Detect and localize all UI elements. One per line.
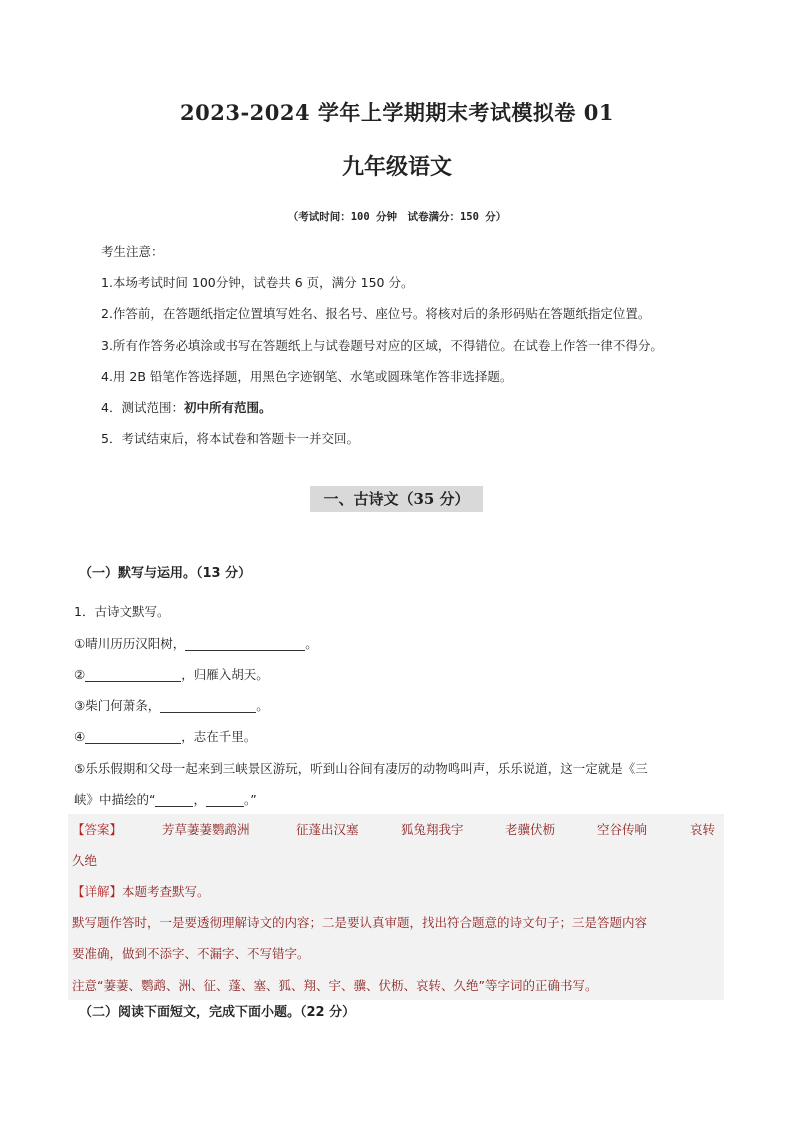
detail-line bbox=[72, 882, 210, 900]
part-one-title: （一）默写与运用。（13 分） bbox=[79, 566, 252, 581]
exam-title: 2023-2024 学年上学期期末考试模拟卷 01 bbox=[180, 100, 614, 125]
notice-item: 5．考试结束后，将本试卷和答题卡一并交回。 bbox=[101, 431, 359, 447]
answer-line bbox=[72, 820, 722, 838]
item-text: ①晴川历历汉阳树， bbox=[74, 636, 186, 651]
notice-item: 3.所有作答务必填涂或书写在答题纸上与试卷题号对应的区域，不得错位。在试卷上作答一律不得分。 bbox=[101, 337, 663, 353]
notice-item-scope bbox=[101, 392, 741, 423]
item-end: 。 bbox=[305, 636, 318, 651]
recitation-item-1 bbox=[74, 634, 724, 652]
item-text: ③柴门何萧条， bbox=[74, 698, 161, 713]
explain-note: 注意“萋萋、鹦鹉、洲、征、蓬、塞、狐、翔、宇、骥、伏枥、哀转、久绝”等字词的正确书写。 bbox=[72, 978, 598, 993]
answer-blank[interactable] bbox=[85, 667, 181, 682]
part-two-title: （二）阅读下面短文，完成下面小题。（22 分） bbox=[79, 1005, 356, 1020]
item-text: ，归雁入胡天。 bbox=[181, 667, 269, 682]
item-text: ，志在千里。 bbox=[181, 729, 257, 744]
recitation-item-4 bbox=[74, 727, 724, 745]
answer-blank[interactable] bbox=[155, 792, 193, 807]
answer-blank[interactable] bbox=[185, 636, 305, 651]
answer-blank[interactable] bbox=[206, 792, 244, 807]
notice-item: 1.本场考试时间 100分钟，试卷共 6 页，满分 150 分。 bbox=[101, 275, 414, 291]
scope-value: 初中所有范围。 bbox=[183, 399, 272, 415]
answer-item: 哀转 bbox=[690, 822, 716, 837]
item-end: 。 bbox=[256, 698, 269, 713]
answer-item: 老骥伏枥 bbox=[505, 822, 556, 837]
exam-time-info: （考试时间：100 分钟 试卷满分：150 分） bbox=[287, 211, 507, 223]
notice-item: 4.用 2B 铅笔作答选择题，用黑色字迹钢笔、水笔或圆珠笔作答非选择题。 bbox=[101, 368, 513, 384]
explain-line: 默写题作答时，一是要透彻理解诗文的内容；二是要认真审题，找出符合题意的诗文句子；三是答题内容 bbox=[72, 915, 648, 930]
candidate-notice bbox=[101, 236, 741, 454]
item-text: 峡》中描绘的“ bbox=[74, 792, 156, 807]
item-mark: ② bbox=[74, 667, 86, 682]
detail-text: 本题考查默写。 bbox=[122, 884, 210, 899]
recitation-item-3 bbox=[74, 696, 724, 714]
exam-subtitle: 九年级语文 bbox=[341, 154, 452, 180]
notice-item: 2.作答前，在答题纸指定位置填写姓名、报名号、座位号。将核对后的条形码贴在答题纸指定位置。 bbox=[101, 306, 651, 322]
answer-item: 空谷传响 bbox=[597, 822, 648, 837]
answer-item: 狐兔翔我宇 bbox=[401, 822, 464, 837]
answer-item: 芳草萋萋鹦鹉洲 bbox=[162, 822, 250, 837]
item-end: 。” bbox=[244, 792, 257, 807]
detail-tag: 【详解】 bbox=[72, 884, 123, 899]
question-intro: 1．古诗文默写。 bbox=[74, 604, 170, 619]
item-mark: ④ bbox=[74, 729, 86, 744]
answer-blank[interactable] bbox=[160, 698, 256, 713]
item-sep: ， bbox=[193, 792, 206, 807]
recitation-item-5-line1: ⑤乐乐假期和父母一起来到三峡景区游玩，听到山谷间有凄厉的动物鸣叫声，乐乐说道，这一定就是《三 bbox=[74, 761, 648, 776]
explain-line: 要准确，做到不添字、不漏字、不写错字。 bbox=[72, 946, 310, 961]
recitation-item-5-line2 bbox=[74, 790, 724, 808]
answer-item: 征蓬出汉塞 bbox=[296, 822, 359, 837]
answer-continuation: 久绝 bbox=[72, 853, 98, 868]
section-header: 一、古诗文（35 分） bbox=[310, 486, 483, 512]
scope-label: 4．测试范围： bbox=[101, 399, 184, 415]
answer-block bbox=[68, 814, 724, 1000]
answer-blank[interactable] bbox=[85, 729, 181, 744]
answer-tag: 【答案】 bbox=[72, 822, 123, 837]
recitation-item-2 bbox=[74, 665, 724, 683]
notice-heading: 考生注意： bbox=[101, 244, 164, 259]
